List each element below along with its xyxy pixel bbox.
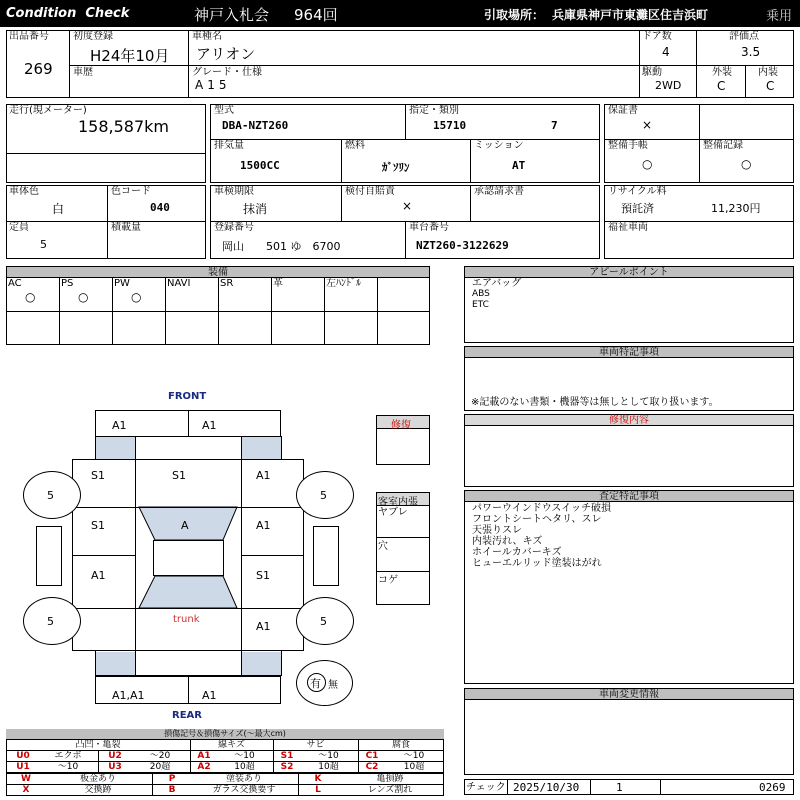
model-value: DBA-NZT260 [222, 119, 289, 132]
check-date: 2025/10/30 [513, 781, 580, 794]
interior-tear: ヤブレ [378, 507, 408, 518]
warranty-value: × [642, 118, 653, 132]
chassis-value: NZT260-3122629 [416, 239, 509, 252]
load-label: 積載量 [111, 222, 141, 233]
score-value: 3.5 [741, 45, 761, 59]
insurance-label: 検付自賠責 [345, 186, 395, 197]
damage-fender-r: A1 [256, 469, 271, 482]
ext-label: 外装 [712, 67, 732, 78]
change-info-box [464, 699, 794, 775]
equip-navi-label: NAVI [167, 278, 191, 289]
rear-label: REAR [172, 710, 202, 721]
capacity-value: 5 [40, 238, 47, 251]
legend-u2-code: U2 [108, 751, 122, 761]
lot-label: 出品番号 [9, 31, 49, 42]
legend-p-desc: 塗装あり [225, 774, 262, 784]
legend-group-scratch: 線キズ [218, 740, 245, 750]
equip-ps-label: PS [61, 278, 74, 289]
color-code-label: 色コード [111, 186, 151, 197]
mirror-left [36, 526, 62, 586]
special-title: 車両特記事項 [464, 346, 794, 358]
disp-label: 排気量 [214, 140, 244, 151]
equipment-title: 装備 [6, 266, 430, 278]
lot-value: 269 [24, 60, 53, 78]
spare-no: 無 [328, 680, 338, 691]
legend-s2-code: S2 [280, 762, 294, 772]
welfare-label: 福祉車両 [608, 222, 648, 233]
int-value: C [766, 79, 775, 93]
inspect-value: 抹消 [243, 202, 268, 216]
change-info-title: 車両変更情報 [464, 688, 794, 700]
assessment-line-5: ホイールカバーキズ [472, 547, 562, 558]
usage-type: 乗用 [766, 9, 793, 24]
auction-round: 964回 [294, 6, 338, 24]
legend-group-corrosion: 腐食 [391, 740, 410, 750]
damage-rear-door-r: S1 [256, 569, 270, 582]
equip-pw-label: PW [114, 278, 130, 289]
history-label: 車歴 [73, 67, 93, 78]
int-label: 内装 [758, 67, 778, 78]
wheel-fr-value: 5 [320, 489, 327, 502]
mission-value: AT [512, 159, 526, 172]
recycle-fee: 11,230円 [711, 202, 761, 215]
legend-c1-code: C1 [365, 751, 379, 761]
color-label: 車体色 [9, 186, 39, 197]
legend-l-code: L [315, 785, 321, 795]
reg-label: 登録番号 [214, 222, 254, 233]
legend-u0-code: U0 [16, 751, 30, 761]
chassis-label: 車台番号 [409, 222, 449, 233]
ext-value: C [717, 79, 726, 93]
legend-k-desc: 亀損跡 [376, 774, 404, 784]
fuel-value: ｶﾞｿﾘﾝ [382, 161, 410, 174]
grade-label: グレード・仕様 [192, 67, 262, 78]
assessment-line-2: フロントシートヘタリ、スレ [472, 514, 602, 525]
legend-a1-desc: 〜10 [234, 751, 255, 761]
damage-front-bumper-r: A1 [202, 419, 217, 432]
record-label: 整備記録 [703, 140, 743, 151]
assessment-line-6: ヒューエルリッド塗装はがれ [472, 558, 602, 569]
appeal-line-1: エアバッグ [472, 278, 522, 289]
first-reg-value: H24年10月 [90, 47, 170, 65]
legend-u1-desc: 〜10 [57, 762, 79, 772]
appeal-title: アピールポイント [464, 266, 794, 278]
appeal-line-2: ABS [472, 289, 490, 299]
capacity-label: 定員 [9, 222, 29, 233]
legend-b-code: B [168, 785, 176, 795]
damage-rear-bumper-l: A1,A1 [112, 689, 145, 702]
damage-roof: A [181, 519, 189, 532]
legend-x-code: X [22, 785, 30, 795]
cabin-center [153, 540, 224, 576]
drive-value: 2WD [655, 79, 682, 92]
interior-title: 客室内張 [378, 497, 418, 508]
designation-value: 15710 [433, 119, 467, 132]
repair-content-title: 修復内容 [464, 414, 794, 426]
interior-burn: コゲ [378, 575, 398, 586]
name-label: 車種名 [192, 31, 222, 42]
legend-w-desc: 板金あり [79, 774, 116, 784]
front-label: FRONT [168, 391, 207, 402]
legend-c2-desc: 10超 [403, 762, 425, 772]
manual-label: 整備手帳 [608, 140, 648, 151]
mission-label: ミッション [474, 140, 524, 151]
color-code-value: 040 [150, 201, 170, 214]
trunk-label: trunk [173, 614, 200, 625]
equip-pw-mark: ○ [131, 290, 142, 304]
score-label: 評価点 [729, 31, 759, 42]
spare-yes: 有 [310, 677, 321, 690]
equip-sr-label: SR [220, 278, 234, 289]
manual-value: ○ [642, 157, 653, 171]
damage-front-bumper-l: A1 [112, 419, 127, 432]
legend-x-desc: 交換跡 [84, 785, 112, 795]
legend-k-code: K [314, 774, 322, 784]
assessment-line-4: 内装汚れ、キズ [472, 536, 543, 547]
equip-lhd-label: 左ﾊﾝﾄﾞﾙ [326, 278, 361, 289]
legend-s1-desc: 〜10 [318, 751, 339, 761]
assessment-line-3: 天張りスレ [472, 525, 522, 536]
legend-u1-code: U1 [16, 762, 30, 772]
repair-title: 修復 [391, 420, 411, 431]
legend-title: 損傷記号＆損傷サイズ(〜最大cm) [6, 729, 444, 739]
record-value: ○ [741, 157, 752, 171]
wheel-rl-value: 5 [47, 615, 54, 628]
pickup-label: 引取場所： [484, 8, 545, 22]
damage-hood-l: S1 [91, 469, 105, 482]
special-note: ※記載のない書類・機器等は無しとして取り扱います。 [471, 397, 719, 408]
damage-rear-bumper-r: A1 [202, 689, 217, 702]
check-code: 0269 [759, 781, 786, 794]
equip-ac-label: AC [8, 278, 22, 289]
legend-p-code: P [168, 774, 176, 784]
damage-front-door-l: S1 [91, 519, 105, 532]
legend-s2-desc: 10超 [318, 762, 339, 772]
repair-content-box [464, 425, 794, 487]
recycle-label: リサイクル料 [608, 186, 667, 197]
equip-leather-label: 革 [273, 278, 283, 289]
legend-a2-desc: 10超 [234, 762, 255, 772]
class-value: 7 [551, 119, 558, 132]
equip-ps-mark: ○ [78, 290, 89, 304]
legend-u3-desc: 20超 [149, 762, 171, 772]
damage-front-door-r: A1 [256, 519, 271, 532]
doors-value: 4 [662, 45, 670, 59]
claim-label: 承認請求書 [474, 186, 524, 197]
doors-label: ドア数 [642, 31, 672, 42]
appeal-line-3: ETC [472, 300, 489, 310]
mileage-label: 走行(現メーター) [9, 105, 87, 116]
auction-name: 神戸入札会 [194, 6, 270, 24]
wheel-fl-value: 5 [47, 489, 54, 502]
legend-c1-desc: 〜10 [403, 751, 425, 761]
legend-group-dent: 凸凹・亀裂 [75, 740, 121, 750]
model-label: 型式 [214, 105, 234, 116]
inspect-label: 車検期限 [214, 186, 254, 197]
legend-l-desc: レンズ割れ [367, 785, 413, 795]
damage-rear-door-l: A1 [91, 569, 106, 582]
pickup-place: 兵庫県神戸市東灘区住吉浜町 [552, 8, 709, 22]
check-label: チェック [466, 782, 506, 793]
legend-c2-code: C2 [365, 762, 379, 772]
name-value: アリオン [196, 45, 256, 63]
equip-ac-mark: ○ [25, 290, 36, 304]
warranty-label: 保証書 [608, 105, 638, 116]
insurance-value: × [402, 199, 413, 213]
legend-group-rust: サビ [306, 740, 325, 750]
designation-label: 指定・類別 [409, 105, 459, 116]
damage-hood-r: S1 [172, 469, 186, 482]
interior-hole: 穴 [378, 541, 388, 552]
assessment-title: 査定特記事項 [464, 490, 794, 502]
legend-u3-code: U3 [108, 762, 122, 772]
mirror-right [313, 526, 339, 586]
first-reg-label: 初度登録 [73, 31, 113, 42]
drive-label: 駆動 [642, 67, 662, 78]
legend-a1-code: A1 [197, 751, 211, 761]
legend-s1-code: S1 [280, 751, 294, 761]
assessment-line-1: パワーウインドウスイッチ破損 [472, 503, 611, 514]
legend-a2-code: A2 [197, 762, 211, 772]
color-value: 白 [52, 202, 65, 216]
legend-w-code: W [21, 774, 31, 784]
legend-u0-desc: エクボ [54, 751, 82, 761]
mileage-value: 158,587km [78, 117, 170, 136]
fuel-label: 燃料 [345, 140, 365, 151]
check-num: 1 [616, 781, 623, 794]
reg-value: 岡山 501 ゆ 6700 [222, 240, 341, 253]
damage-quarter-r: A1 [256, 620, 271, 633]
recycle-status: 預託済 [621, 202, 654, 215]
condition-check-title: Condition Check [6, 6, 130, 21]
disp-value: 1500CC [240, 159, 280, 172]
grade-value: A15 [195, 78, 231, 92]
legend-u2-desc: 〜20 [149, 751, 171, 761]
wheel-rr-value: 5 [320, 615, 327, 628]
legend-b-desc: ガラス交換要す [212, 785, 276, 795]
